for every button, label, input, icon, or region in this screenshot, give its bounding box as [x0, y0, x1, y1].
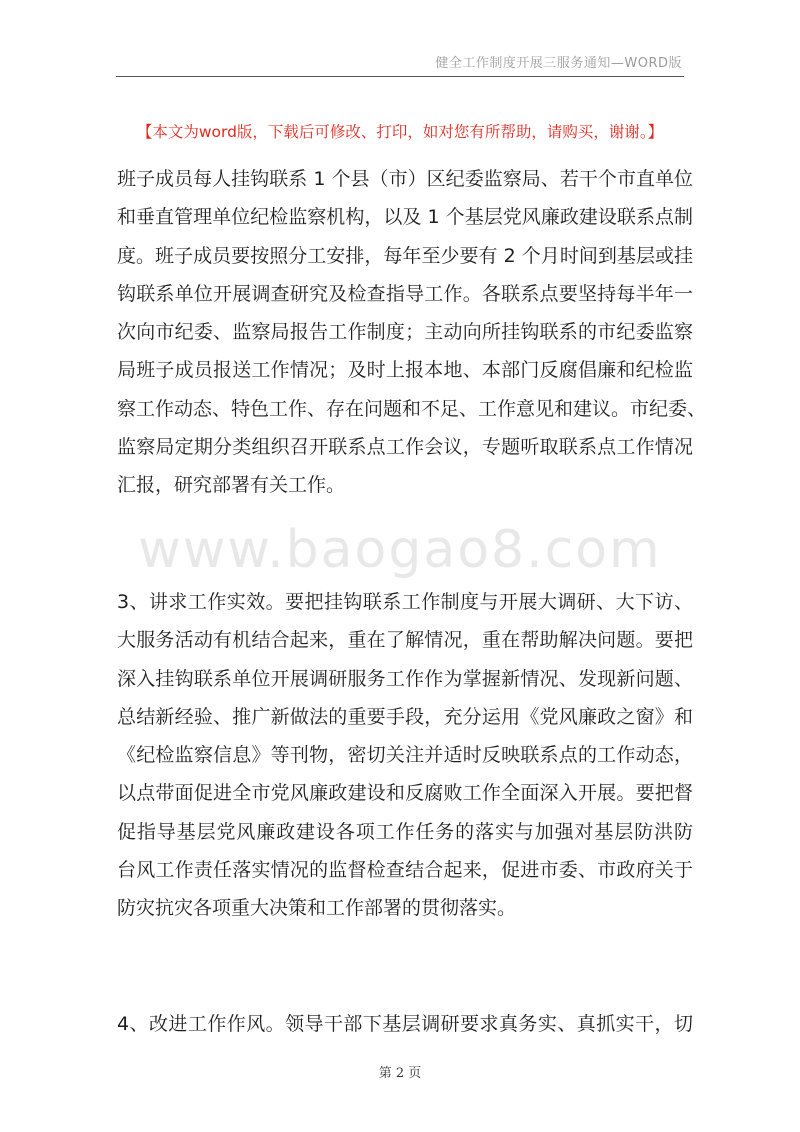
paragraph-line: 总结新经验、推广新做法的重要手段，充分运用《党风廉政之窗》和 [117, 705, 693, 728]
paragraph-line: 以点带面促进全市党风廉政建设和反腐败工作全面深入开展。要把督 [117, 782, 693, 805]
paragraph-1 [117, 160, 707, 505]
paragraph-line: 班子成员每人挂钩联系 1 个县（市）区纪委监察局、若干个市直单位 [117, 168, 693, 190]
paragraph-line: 钩联系单位开展调查研究及检查指导工作。各联系点要坚持每半年一 [117, 282, 693, 305]
paragraph-3 [117, 1005, 693, 1043]
paragraph-line: 台风工作责任落实情况的监督检查结合起来，促进市委、市政府关于 [117, 859, 693, 882]
paragraph-line: 监察局定期分类组织召开联系点工作会议，专题听取联系点工作情况 [117, 436, 693, 459]
paragraph-line: 察工作动态、特色工作、存在问题和不足、工作意见和建议。市纪委、 [117, 397, 707, 420]
paragraph-line: 深入挂钩联系单位开展调研服务工作作为掌握新情况、发现新问题、 [117, 667, 693, 690]
watermark-text: www.baogao8.com [138, 520, 662, 580]
paragraph-line: 和垂直管理单位纪检监察机构，以及 1 个基层党风廉政建设联系点制 [117, 206, 693, 229]
paragraph-line: 度。班子成员要按照分工安排，每年至少要有 2 个月时间到基层或挂 [117, 244, 693, 267]
paragraph-line: 大服务活动有机结合起来，重在了解情况，重在帮助解决问题。要把 [117, 629, 693, 652]
paragraph-line: 《纪检监察信息》等刊物，密切关注并适时反映联系点的工作动态， [117, 744, 693, 767]
header-divider [116, 76, 684, 77]
paragraph-line: 局班子成员报送工作情况；及时上报本地、本部门反腐倡廉和纪检监 [117, 359, 693, 382]
document-header-title: 健全工作制度开展三服务通知—WORD版 [435, 56, 682, 71]
paragraph-line: 4、改进工作作风。领导干部下基层调研要求真务实、真抓实干，切 [117, 1013, 693, 1035]
paragraph-line: 促指导基层党风廉政建设各项工作任务的落实与加强对基层防洪防 [117, 820, 693, 843]
paragraph-line: 汇报，研究部署有关工作。 [117, 474, 346, 497]
paragraph-line: 次向市纪委、监察局报告工作制度；主动向所挂钩联系的市纪委监察 [117, 321, 693, 344]
download-notice: 【本文为word版，下载后可修改、打印，如对您有所帮助，请购买，谢谢。】 [136, 123, 664, 141]
paragraph-line: 防灾抗灾各项重大决策和工作部署的贯彻落实。 [117, 897, 517, 920]
paragraph-2 [117, 583, 693, 928]
paragraph-line: 3、讲求工作实效。要把挂钩联系工作制度与开展大调研、大下访、 [117, 591, 693, 613]
page-number: 第 2 页 [378, 1066, 422, 1081]
